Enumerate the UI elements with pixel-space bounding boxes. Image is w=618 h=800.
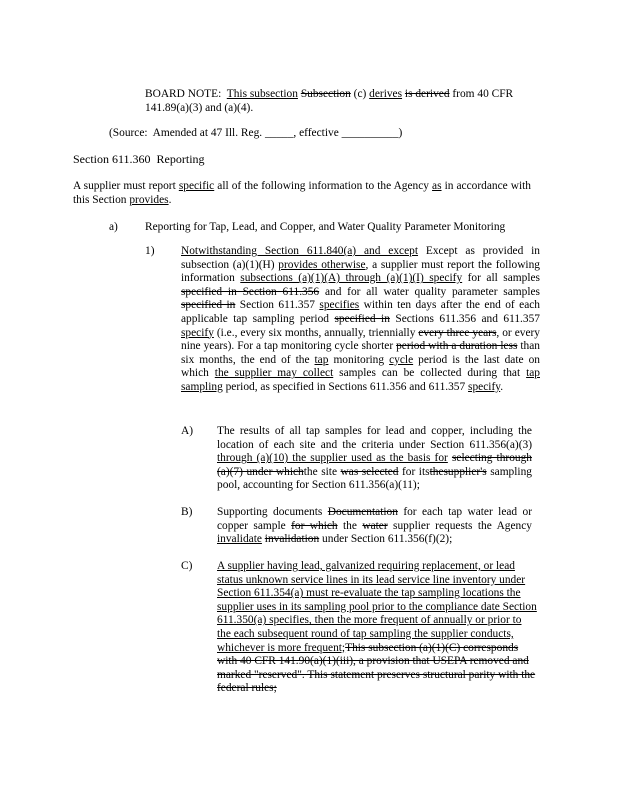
item-C-text: A supplier having lead, galvanized requiring replacement, or lead status unknown service lines in its lead service line inventory under Section 611.354(a) must re-evaluate the tap sampling locations the supplier uses in its sampling pool prior to the compliance date Section 611.350(a) specifies, then the more frequent of annually or prior to the each subsequent round of tap sampling the supplier conducts, whichever is more frequent;This subsection (a)(1)(C) corresponds with 40 CFR 141.90(a)(1)(iii), a provision that USEPA removed and marked "reserved". This statement preserves structural parity with the federal rules; (217, 560, 537, 695)
intro-paragraph: A supplier must report specific all of the following information to the Agency as in accordance with this Section provides. (73, 180, 531, 206)
item-A-text: The results of all tap samples for lead and copper, including the location of each site and the criteria under Section 611.356(a)(3) through (a)(10) the supplier used as the basis for selecting through (a)(7) under whichthe site was selected for itsthesupplier's sampling pool, accounting for Section 611.356(a)(11); (217, 425, 532, 492)
item-A-marker: A) (181, 425, 194, 437)
board-note (145, 88, 545, 115)
item-C-marker: C) (181, 560, 193, 572)
item-1-marker: 1) (145, 245, 155, 257)
board-note-text: This subsection Subsection (c) derives is derived from 40 CFR 141.89(a)(3) and (a)(4). (145, 88, 514, 114)
item-a-heading: Reporting for Tap, Lead, and Copper, and Water Quality Parameter Monitoring (145, 221, 506, 233)
item-B-marker: B) (181, 506, 193, 518)
section-heading: Section 611.360 Reporting (73, 152, 205, 166)
item-a-marker: a) (109, 221, 118, 233)
item-B-text: Supporting documents Documentation for each tap water lead or copper sample for which the water supplier requests the Agency invalidate invalidation under Section 611.356(f)(2); (217, 506, 532, 546)
source-note: (Source: Amended at 47 Ill. Reg. _____, effective __________) (109, 127, 403, 139)
board-note-label: BOARD NOTE: (145, 88, 222, 100)
item-1-text: Notwithstanding Section 611.840(a) and except Except as provided in subsection (a)(1)(H) provides otherwise, a supplier must report the following information subsections (a)(1)(A) through (a)(1)(I) specify for all samples specified in Section 611.356 and for all water quality parameter samples specified in Section 611.357 specifies within ten days after the end of each applicable tap sampling period specified in Sections 611.356 and 611.357 specify (i.e., every six months, annually, triennially every three years, or every nine years). For a tap monitoring cycle shorter period with a duration less than six months, the end of the tap monitoring cycle period is the last date on which the supplier may collect samples can be collected during that tap sampling period, as specified in Sections 611.356 and 611.357 specify. (181, 245, 541, 393)
